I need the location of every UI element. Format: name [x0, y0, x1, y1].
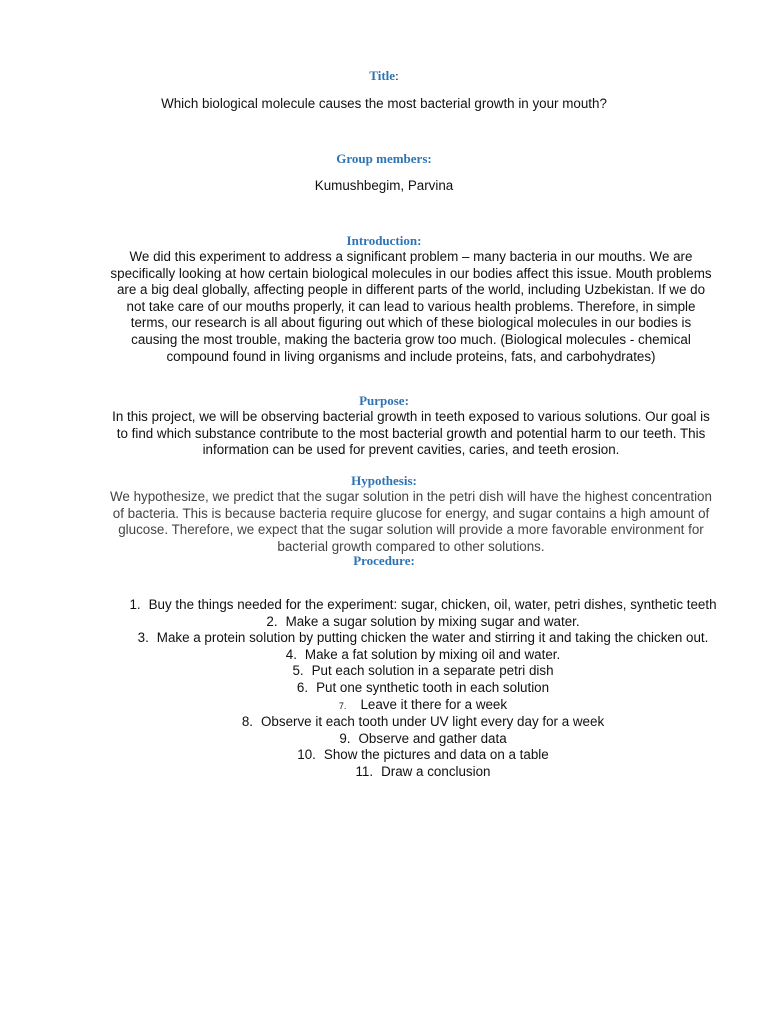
procedure-heading: Procedure: [353, 553, 415, 568]
step-number: 1. [129, 597, 141, 612]
step-number: 3. [137, 630, 149, 646]
step-text: Make a sugar solution by mixing sugar and water. [285, 613, 580, 629]
step-text: Show the pictures and data on a table [323, 747, 549, 763]
step-text: Leave it there for a week [360, 696, 508, 712]
title-heading-label: Title [369, 68, 396, 83]
step-text: Make a protein solution by putting chicken the water and stirring it and taking the chicken out. [156, 630, 709, 646]
step-number: 2. [266, 613, 278, 629]
introduction-heading: Introduction: [346, 233, 422, 248]
step-text: Buy the things needed for the experiment: sugar, chicken, oil, water, petri dishes, synthetic teeth [148, 597, 717, 612]
title-heading [0, 68, 768, 84]
procedure-step [108, 714, 738, 731]
procedure-step [108, 680, 738, 697]
step-text: Observe it each tooth under UV light every day for a week [261, 714, 605, 730]
step-text: Put each solution in a separate petri dish [311, 663, 554, 679]
hypothesis-heading: Hypothesis: [351, 473, 417, 488]
group-members-heading: Group members: [336, 151, 432, 166]
procedure-step [108, 614, 738, 631]
procedure-step [108, 663, 738, 680]
step-text: Put one synthetic tooth in each solution [316, 679, 550, 695]
procedure-step [108, 731, 738, 748]
procedure-step [108, 597, 738, 614]
group-members-text: Kumushbegim, Parvina [314, 178, 454, 193]
step-number: 4. [285, 646, 297, 662]
step-number: 6. [296, 679, 309, 695]
procedure-step [108, 630, 738, 647]
step-text: Draw a conclusion [381, 763, 491, 779]
purpose-text: In this project, we will be observing bacterial growth in teeth exposed to various solutions. Our goal is to find which substance contribute to the most bacterial growth and potential harm to our teeth. This information can be used for prevent cavities, caries, and teeth erosion. [112, 409, 710, 458]
procedure-step [108, 764, 738, 781]
step-number: 9. [339, 730, 351, 746]
procedure-step [108, 747, 738, 764]
title-heading-colon: : [395, 68, 399, 83]
step-text: Observe and gather data [358, 730, 507, 746]
purpose-heading: Purpose: [359, 393, 409, 408]
step-number: 7. [338, 700, 347, 711]
procedure-step [108, 697, 738, 715]
title-text: Which biological molecule causes the most bacterial growth in your mouth? [161, 96, 607, 111]
step-number: 11. [355, 763, 374, 779]
step-number: 8. [241, 714, 254, 730]
procedure-step [108, 647, 738, 664]
hypothesis-text: We hypothesize, we predict that the sugar solution in the petri dish will have the highest concentration of bacteria. This is because bacteria require glucose for energy, and sugar contains a high amount of glucose. Therefore, we expect that the sugar solution will provide a more favorable environment for bacterial growth compared to other solutions. [110, 489, 712, 554]
introduction-text: We did this experiment to address a significant problem – many bacteria in our mouths. We are specifically looking at how certain biological molecules in our bodies affect this issue. Mouth problems are a big deal globally, affecting people in different parts of the world, including Uzbekistan. If we do not take care of our mouths properly, it can lead to various health problems. Therefore, in simple terms, our research is all about figuring out which of these biological molecules in our bodies is causing the most trouble, making the bacteria grow too much. (Biological molecules - chemical compound found in living organisms and include proteins, fats, and carbohydrates) [110, 249, 712, 364]
step-number: 10. [297, 747, 316, 763]
procedure-list [108, 597, 738, 781]
step-text: Make a fat solution by mixing oil and water. [304, 646, 561, 662]
step-number: 5. [292, 663, 304, 679]
